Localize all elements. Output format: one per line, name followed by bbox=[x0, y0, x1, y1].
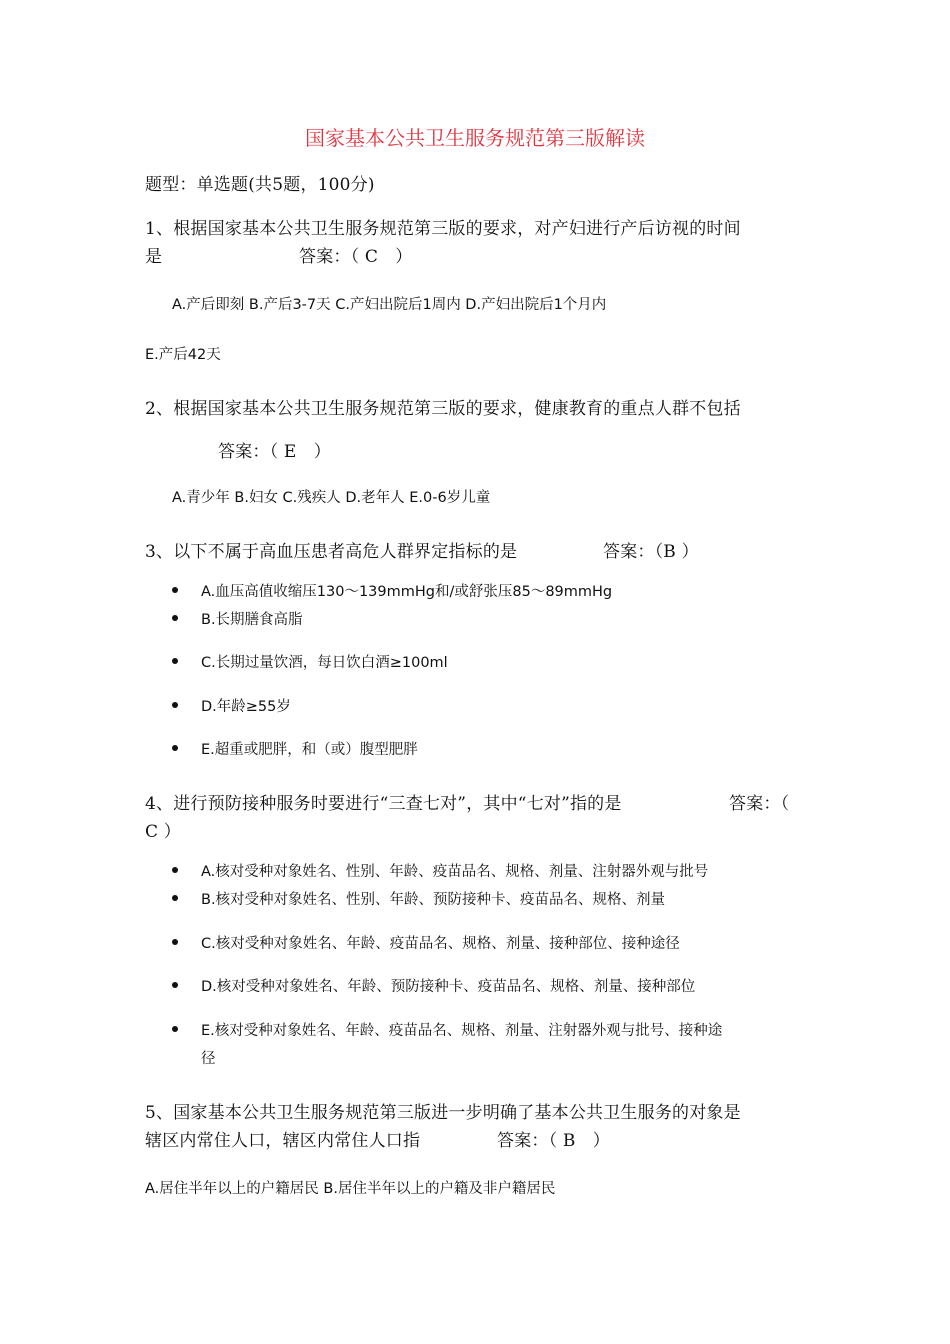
question-3-option-d: D.年龄≥55岁 bbox=[201, 699, 291, 715]
bullet-icon bbox=[172, 658, 178, 664]
question-5-answer: 答案：（ B ） bbox=[497, 1131, 610, 1151]
question-1-text: 1、根据国家基本公共卫生服务规范第三版的要求，对产妇进行产后访视的时间 bbox=[145, 219, 741, 239]
question-3-answer: 答案：（B ） bbox=[603, 542, 699, 562]
question-5-options: A.居住半年以上的户籍居民 B.居住半年以上的户籍及非户籍居民 bbox=[145, 1181, 556, 1197]
bullet-icon bbox=[172, 587, 178, 593]
question-4-option-c: C.核对受种对象姓名、年龄、疫苗品名、规格、剂量、接种部位、接种途径 bbox=[201, 936, 680, 952]
question-3-option-b: B.长期膳食高脂 bbox=[201, 612, 303, 628]
question-2-answer: 答案：（ E ） bbox=[218, 442, 331, 462]
question-1-text-cont: 是 bbox=[145, 247, 163, 267]
question-1-answer: 答案：（ C ） bbox=[299, 247, 413, 267]
bullet-icon bbox=[172, 615, 178, 621]
question-type-header: 题型：单选题(共5题，100分) bbox=[145, 175, 375, 195]
question-3-option-c: C.长期过量饮酒，每日饮白酒≥100ml bbox=[201, 655, 448, 671]
question-5-text-cont: 辖区内常住人口，辖区内常住人口指 bbox=[145, 1131, 421, 1151]
bullet-icon bbox=[172, 939, 178, 945]
question-3-option-a: A.血压高值收缩压130～139mmHg和/或舒张压85～89mmHg bbox=[201, 584, 613, 600]
question-2-text: 2、根据国家基本公共卫生服务规范第三版的要求，健康教育的重点人群不包括 bbox=[145, 399, 741, 419]
question-4-option-e-cont: 径 bbox=[201, 1051, 216, 1067]
question-4-text: 4、进行预防接种服务时要进行“三查七对”，其中“七对”指的是 bbox=[145, 794, 622, 814]
bullet-icon bbox=[172, 867, 178, 873]
bullet-icon bbox=[172, 1026, 178, 1032]
question-4-option-a: A.核对受种对象姓名、性别、年龄、疫苗品名、规格、剂量、注射器外观与批号 bbox=[201, 864, 709, 880]
question-4-answer: 答案：（ bbox=[729, 794, 790, 814]
question-3-text: 3、以下不属于高血压患者高危人群界定指标的是 bbox=[145, 542, 518, 562]
question-5-text: 5、国家基本公共卫生服务规范第三版进一步明确了基本公共卫生服务的对象是 bbox=[145, 1103, 741, 1123]
bullet-icon bbox=[172, 745, 178, 751]
question-1-options: A.产后即刻 B.产后3-7天 C.产妇出院后1周内 D.产妇出院后1个月内 bbox=[172, 297, 607, 313]
bullet-icon bbox=[172, 895, 178, 901]
bullet-icon bbox=[172, 702, 178, 708]
question-1-option-e: E.产后42天 bbox=[145, 347, 221, 363]
document-title: 国家基本公共卫生服务规范第三版解读 bbox=[305, 126, 645, 150]
question-2-options: A.青少年 B.妇女 C.残疾人 D.老年人 E.0-6岁儿童 bbox=[172, 490, 491, 506]
question-4-answer-cont: C ） bbox=[145, 822, 182, 842]
question-4-option-d: D.核对受种对象姓名、年龄、预防接种卡、疫苗品名、规格、剂量、接种部位 bbox=[201, 979, 696, 995]
question-3-option-e: E.超重或肥胖，和（或）腹型肥胖 bbox=[201, 742, 418, 758]
bullet-icon bbox=[172, 982, 178, 988]
question-4-option-b: B.核对受种对象姓名、性别、年龄、预防接种卡、疫苗品名、规格、剂量 bbox=[201, 892, 666, 908]
question-4-option-e: E.核对受种对象姓名、年龄、疫苗品名、规格、剂量、注射器外观与批号、接种途 bbox=[201, 1023, 723, 1039]
